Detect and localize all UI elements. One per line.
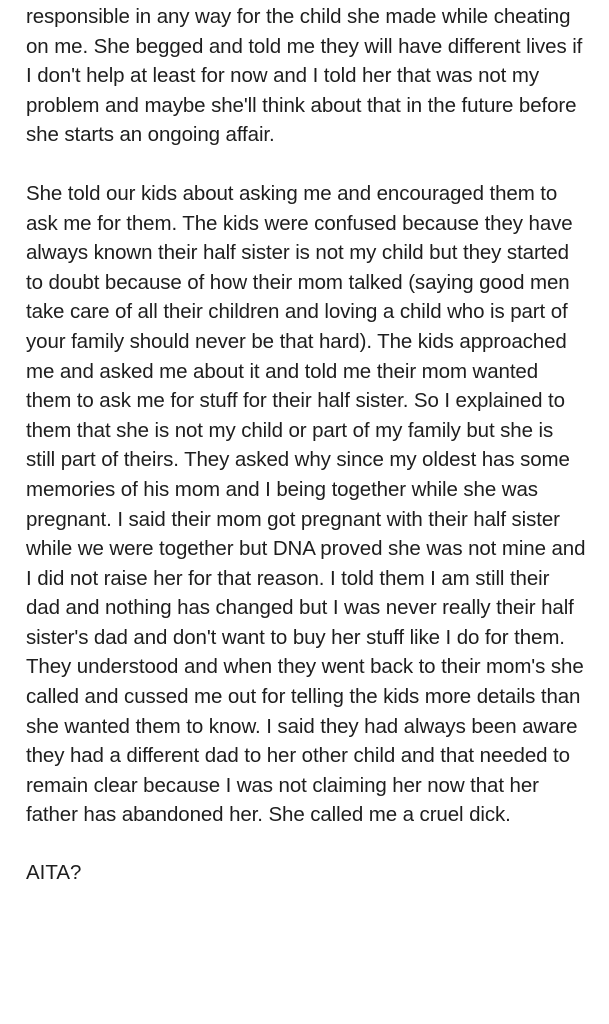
paragraph-main-story: She told our kids about asking me and encouraged them to ask me for them. The kids were confused because they have always known their half sister is not my child but they started to doubt because of how their mom talked (saying good men take care of all their children and loving a child who is part of your family should never be that hard). The kids approached me and asked me about it and told me their mom wanted them to ask me for stuff for their half sister. So I explained to them that she is not my child or part of my family but she is still part of theirs. They asked why since my oldest has some memories of his mom and I being together while she was pregnant. I said their mom got pregnant with their half sister while we were together but DNA proved she was not mine and I did not raise her for that reason. I told them I am still their dad and nothing has changed but I was never really their half sister's dad and don't want to buy her stuff like I do for them. They understood and when they went back to their mom's she called and cussed me out for telling the kids more details than she wanted them to know. I said they had always been aware they had a different dad to her other child and that needed to remain clear because I was not claiming her now that her father has abandoned her. She called me a cruel dick. <box>26 181 592 827</box>
paragraph-spacer-2 <box>26 830 587 858</box>
paragraph-continuation: responsible in any way for the child she made while cheating on me. She begged and told me they will have different lives if I don't help at least for now and I told her that was not my problem and maybe she'll think about that in the future before she starts an ongoing affair. <box>26 5 588 147</box>
paragraph-closing-question: AITA? <box>26 861 82 885</box>
paragraph-spacer <box>26 150 587 179</box>
